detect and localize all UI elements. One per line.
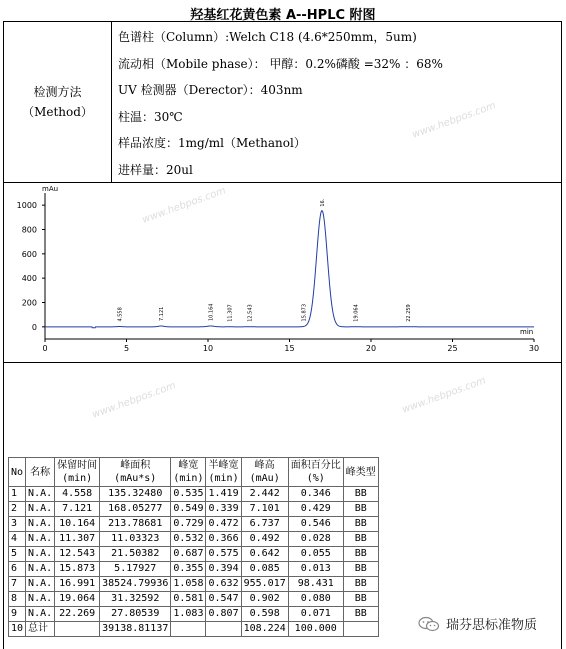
col-no: 10 xyxy=(9,622,26,637)
method-label xyxy=(4,22,112,182)
col-width: 1.083 xyxy=(171,607,206,622)
col-width: 0.687 xyxy=(171,547,206,562)
col-name: N.A. xyxy=(26,487,55,502)
method-line-injection: 进样量：20ul xyxy=(118,162,193,177)
col-halfwidth xyxy=(206,622,241,637)
col-width: 0.581 xyxy=(171,592,206,607)
header-col-area-pct: 面积百分比 (%) xyxy=(288,458,343,487)
col-rt: 7.121 xyxy=(55,502,100,517)
col-rt: 4.558 xyxy=(55,487,100,502)
col-type: BB xyxy=(343,487,378,502)
peak-label: 7.121 xyxy=(159,306,166,321)
peak-table-header xyxy=(9,458,379,487)
col-area: 5.17927 xyxy=(100,562,171,577)
col-area-pct: 100.000 xyxy=(288,622,343,637)
col-name: N.A. xyxy=(26,562,55,577)
col-type: BB xyxy=(343,562,378,577)
col-no: 2 xyxy=(9,502,26,517)
col-height: 2.442 xyxy=(241,487,288,502)
col-type: BB xyxy=(343,502,378,517)
col-type: BB xyxy=(343,547,378,562)
col-name: N.A. xyxy=(26,577,55,592)
col-height: 955.017 xyxy=(241,577,288,592)
col-area-pct: 0.080 xyxy=(288,592,343,607)
col-area-pct: 0.071 xyxy=(288,607,343,622)
wechat-icon xyxy=(418,616,440,632)
header-col-no: No xyxy=(9,458,26,487)
x-tick-label: 15 xyxy=(284,344,295,353)
col-rt: 19.064 xyxy=(55,592,100,607)
y-axis-label: mAu xyxy=(42,185,59,193)
col-area-pct: 0.346 xyxy=(288,487,343,502)
chromatogram-chart xyxy=(4,183,561,361)
col-name: N.A. xyxy=(26,532,55,547)
peak-label: 10.164 xyxy=(208,303,215,322)
col-height: 0.902 xyxy=(241,592,288,607)
col-area: 213.78681 xyxy=(100,517,171,532)
peak-label: 12.543 xyxy=(247,304,254,322)
method-section xyxy=(3,21,562,183)
col-width: 0.355 xyxy=(171,562,206,577)
col-name: N.A. xyxy=(26,502,55,517)
y-tick-label: 0 xyxy=(31,322,37,332)
col-rt xyxy=(55,622,100,637)
col-no: 6 xyxy=(9,562,26,577)
col-no: 7 xyxy=(9,577,26,592)
col-area-pct: 0.055 xyxy=(288,547,343,562)
col-width: 1.058 xyxy=(171,577,206,592)
col-type: BB xyxy=(343,517,378,532)
table-row xyxy=(9,517,379,532)
brand-name: 瑞芬思标准物质 xyxy=(446,618,538,633)
col-name: N.A. xyxy=(26,517,55,532)
col-rt: 11.307 xyxy=(55,532,100,547)
table-row xyxy=(9,562,379,577)
col-type xyxy=(343,622,378,637)
col-height: 0.642 xyxy=(241,547,288,562)
peak-label: 19.064 xyxy=(353,304,360,322)
method-line-column: 色谱柱（Column）:Welch C18 (4.6*250mm，5um) xyxy=(118,30,417,44)
header-col-type: 峰类型 xyxy=(343,458,378,487)
table-row xyxy=(9,592,379,607)
col-rt: 10.164 xyxy=(55,517,100,532)
col-rt: 12.543 xyxy=(55,547,100,562)
method-line-detector: UV 检测器（Derector）：403nm xyxy=(118,83,303,97)
col-area: 135.32480 xyxy=(100,487,171,502)
peak-table xyxy=(8,457,379,637)
col-area-pct: 0.028 xyxy=(288,532,343,547)
col-halfwidth: 0.632 xyxy=(206,577,241,592)
header-col-halfwidth: 半峰宽 (min) xyxy=(206,458,241,487)
brand-footer xyxy=(418,614,537,633)
col-area-pct: 0.546 xyxy=(288,517,343,532)
col-width: 0.549 xyxy=(171,502,206,517)
col-halfwidth: 0.807 xyxy=(206,607,241,622)
col-no: 4 xyxy=(9,532,26,547)
y-tick-label: 200 xyxy=(21,298,37,308)
header-col-width: 峰宽 (min) xyxy=(171,458,206,487)
method-label-cn: 检测方法 xyxy=(33,85,82,99)
x-axis-label: min xyxy=(520,328,534,336)
col-name: N.A. xyxy=(26,547,55,562)
table-row xyxy=(9,622,379,637)
table-row xyxy=(9,532,379,547)
col-area: 168.05277 xyxy=(100,502,171,517)
y-tick-label: 600 xyxy=(21,249,37,259)
col-width xyxy=(171,622,206,637)
col-area: 21.50382 xyxy=(100,547,171,562)
x-tick-label: 5 xyxy=(123,344,130,353)
col-halfwidth: 0.366 xyxy=(206,532,241,547)
col-rt: 15.873 xyxy=(55,562,100,577)
header-col-name: 名称 xyxy=(26,458,55,487)
col-width: 0.532 xyxy=(171,532,206,547)
col-no: 5 xyxy=(9,547,26,562)
peak-label: 22.259 xyxy=(405,304,412,322)
col-halfwidth: 1.419 xyxy=(206,487,241,502)
col-area-pct: 0.429 xyxy=(288,502,343,517)
col-height: 0.598 xyxy=(241,607,288,622)
col-height: 108.224 xyxy=(241,622,288,637)
table-row xyxy=(9,502,379,517)
col-rt: 16.991 xyxy=(55,577,100,592)
page-title: 羟基红花黄色素 A--HPLC 附图 xyxy=(190,8,376,23)
method-details xyxy=(118,28,443,187)
col-area-pct: 98.431 xyxy=(288,577,343,592)
col-area: 27.80539 xyxy=(100,607,171,622)
col-type: BB xyxy=(343,532,378,547)
method-line-temperature: 柱温：30℃ xyxy=(118,109,183,124)
method-line-mobile-phase: 流动相（Mobile phase）： 甲醇：0.2%磷酸 =32% ：68% xyxy=(118,56,443,71)
col-area: 31.32592 xyxy=(100,592,171,607)
col-no: 8 xyxy=(9,592,26,607)
col-halfwidth: 0.339 xyxy=(206,502,241,517)
peak-label: 16. xyxy=(319,198,326,207)
col-type: BB xyxy=(343,607,378,622)
y-tick-label: 1000 xyxy=(16,201,37,211)
table-row xyxy=(9,487,379,502)
col-height: 0.492 xyxy=(241,532,288,547)
x-tick-label: 25 xyxy=(447,344,458,353)
x-tick-label: 0 xyxy=(42,344,48,353)
x-tick-label: 30 xyxy=(528,344,540,353)
peak-label: 15.873 xyxy=(301,303,308,322)
peak-label: 4.558 xyxy=(117,307,124,322)
col-area: 38524.79936 xyxy=(100,577,171,592)
col-no: 1 xyxy=(9,487,26,502)
col-area: 11.03323 xyxy=(100,532,171,547)
col-halfwidth: 0.472 xyxy=(206,517,241,532)
col-halfwidth: 0.394 xyxy=(206,562,241,577)
col-name: N.A. xyxy=(26,592,55,607)
col-no: 3 xyxy=(9,517,26,532)
x-tick-label: 10 xyxy=(202,344,214,353)
col-area: 39138.81137 xyxy=(100,622,171,637)
header-col-area: 峰面积 (mAu*s) xyxy=(100,458,171,487)
col-height: 6.737 xyxy=(241,517,288,532)
col-name: N.A. xyxy=(26,607,55,622)
header-col-rt: 保留时间 (min) xyxy=(55,458,100,487)
method-label-en: （Method） xyxy=(22,105,93,119)
y-tick-label: 800 xyxy=(21,225,37,235)
col-no: 9 xyxy=(9,607,26,622)
col-width: 0.729 xyxy=(171,517,206,532)
header-col-height: 峰高 (mAu) xyxy=(241,458,288,487)
col-height: 0.085 xyxy=(241,562,288,577)
x-tick-label: 20 xyxy=(365,344,377,353)
col-height: 7.101 xyxy=(241,502,288,517)
peak-label: 11.307 xyxy=(227,304,234,322)
col-type: BB xyxy=(343,592,378,607)
table-row xyxy=(9,577,379,592)
col-width: 0.535 xyxy=(171,487,206,502)
col-type: BB xyxy=(343,577,378,592)
y-tick-label: 400 xyxy=(21,274,37,284)
col-halfwidth: 0.547 xyxy=(206,592,241,607)
method-line-concentration: 样品浓度：1mg/ml（Methanol） xyxy=(118,136,306,150)
col-rt: 22.269 xyxy=(55,607,100,622)
col-area-pct: 0.013 xyxy=(288,562,343,577)
col-halfwidth: 0.575 xyxy=(206,547,241,562)
col-name: 总计 xyxy=(26,622,55,637)
table-row xyxy=(9,607,379,622)
table-row xyxy=(9,547,379,562)
chromatogram-panel xyxy=(3,183,562,363)
